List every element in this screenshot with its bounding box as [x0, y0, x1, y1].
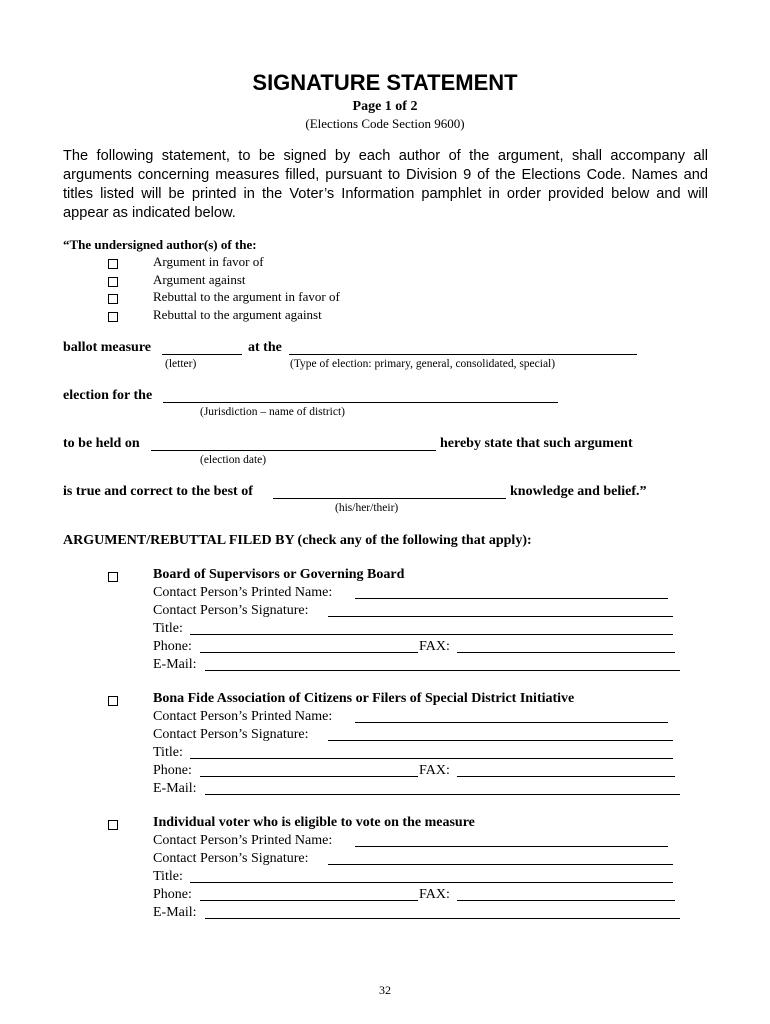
fax-field[interactable] [457, 639, 675, 653]
intro-paragraph: The following statement, to be signed by each author of the argument, shall accompany all arguments concerning measures filled, pursuant to Division 9 of the Elections Code. Names and titles listed will be printed in the Voter’s Information pamphlet in order provided below and will appear as indicated below. [63, 148, 708, 221]
email-field[interactable] [205, 905, 680, 919]
signature-field[interactable] [328, 851, 673, 865]
title-field[interactable] [190, 621, 673, 635]
printed-name-label: Contact Person’s Printed Name: [153, 709, 333, 724]
jurisdiction-field[interactable] [163, 391, 558, 403]
election-for-label: election for the [63, 388, 153, 403]
section-title-board: Board of Supervisors or Governing Board [153, 567, 405, 582]
jurisdiction-hint: (Jurisdiction – name of district) [200, 406, 345, 418]
pronoun-field[interactable] [273, 487, 506, 499]
signature-field[interactable] [328, 603, 673, 617]
option-rebuttal-favor: Rebuttal to the argument in favor of [153, 289, 340, 304]
email-label: E-Mail: [153, 657, 197, 672]
printed-name-field[interactable] [355, 709, 668, 723]
phone-field[interactable] [200, 763, 418, 777]
at-the-label: at the [248, 340, 282, 355]
knowledge-label: knowledge and belief.” [510, 484, 647, 499]
title-label: Title: [153, 869, 183, 884]
signature-label: Contact Person’s Signature: [153, 603, 309, 618]
checkbox-individual-voter[interactable] [108, 817, 118, 835]
checkbox-argument-favor[interactable] [108, 256, 118, 274]
email-field[interactable] [205, 657, 680, 671]
phone-field[interactable] [200, 887, 418, 901]
phone-field[interactable] [200, 639, 418, 653]
pronoun-hint: (his/her/their) [335, 502, 399, 514]
title-field[interactable] [190, 869, 673, 883]
held-on-label: to be held on [63, 436, 140, 451]
email-field[interactable] [205, 781, 680, 795]
fax-field[interactable] [457, 763, 675, 777]
true-correct-label: is true and correct to the best of [63, 484, 253, 499]
letter-field[interactable] [162, 343, 242, 355]
title-label: Title: [153, 745, 183, 760]
title-field[interactable] [190, 745, 673, 759]
checkbox-argument-against[interactable] [108, 274, 118, 292]
email-label: E-Mail: [153, 781, 197, 796]
authors-label: “The undersigned author(s) of the: [63, 237, 257, 252]
title-label: Title: [153, 621, 183, 636]
election-date-hint: (election date) [200, 454, 267, 466]
checkbox-board[interactable] [108, 569, 118, 587]
phone-label: Phone: [153, 639, 192, 654]
option-rebuttal-against: Rebuttal to the argument against [153, 307, 322, 322]
fax-label: FAX: [419, 763, 450, 778]
election-type-hint: (Type of election: primary, general, consolidated, special) [290, 358, 556, 370]
section-title-association: Bona Fide Association of Citizens or Filers of Special District Initiative [153, 691, 575, 706]
printed-name-label: Contact Person’s Printed Name: [153, 833, 333, 848]
page-number: 32 [379, 983, 391, 997]
printed-name-field[interactable] [355, 833, 668, 847]
checkbox-association[interactable] [108, 693, 118, 711]
printed-name-label: Contact Person’s Printed Name: [153, 585, 333, 600]
fax-field[interactable] [457, 887, 675, 901]
option-argument-against: Argument against [153, 272, 246, 287]
option-argument-favor: Argument in favor of [153, 254, 264, 269]
filed-by-heading: ARGUMENT/REBUTTAL FILED BY (check any of the following that apply): [63, 533, 532, 548]
fax-label: FAX: [419, 639, 450, 654]
ballot-measure-label: ballot measure [63, 340, 152, 355]
phone-label: Phone: [153, 763, 192, 778]
hereby-label: hereby state that such argument [440, 436, 633, 451]
checkbox-rebuttal-against[interactable] [108, 309, 118, 327]
signature-label: Contact Person’s Signature: [153, 851, 309, 866]
page-indicator: Page 1 of 2 [352, 99, 418, 114]
signature-field[interactable] [328, 727, 673, 741]
email-label: E-Mail: [153, 905, 197, 920]
election-date-field[interactable] [151, 439, 436, 451]
checkbox-rebuttal-favor[interactable] [108, 291, 118, 309]
fax-label: FAX: [419, 887, 450, 902]
page-title: SIGNATURE STATEMENT [252, 70, 518, 95]
signature-label: Contact Person’s Signature: [153, 727, 309, 742]
code-reference: (Elections Code Section 9600) [305, 116, 465, 131]
letter-hint: (letter) [165, 358, 197, 370]
phone-label: Phone: [153, 887, 192, 902]
printed-name-field[interactable] [355, 585, 668, 599]
election-type-field[interactable] [289, 343, 637, 355]
section-title-individual-voter: Individual voter who is eligible to vote on the measure [153, 815, 475, 830]
